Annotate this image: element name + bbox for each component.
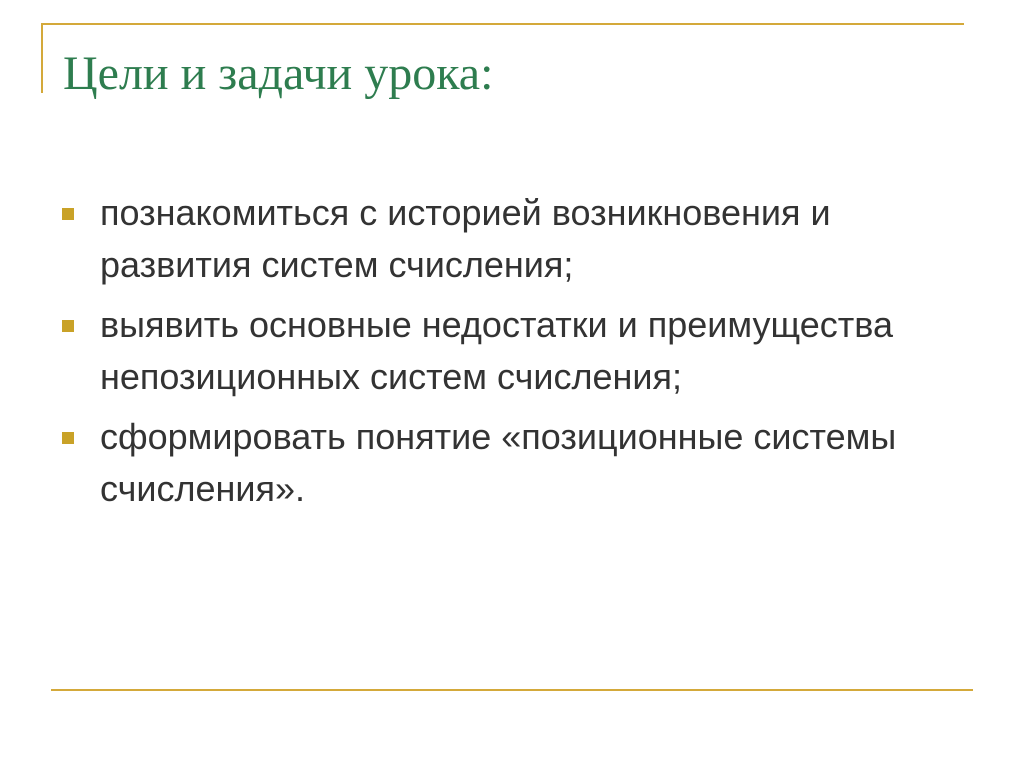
square-bullet-icon bbox=[62, 432, 74, 444]
top-divider-line bbox=[41, 23, 964, 25]
square-bullet-icon bbox=[62, 208, 74, 220]
bottom-divider-line bbox=[51, 689, 973, 691]
bullet-item bbox=[62, 299, 962, 403]
bullet-list bbox=[62, 187, 962, 523]
left-divider-line bbox=[41, 23, 43, 93]
bullet-text: познакомиться с историей возникновения и развития систем счисления; bbox=[100, 192, 831, 285]
bullet-item bbox=[62, 411, 962, 515]
bullet-text: выявить основные недостатки и преимущества непозиционных систем счисления; bbox=[100, 304, 893, 397]
bullet-item bbox=[62, 187, 962, 291]
slide-title: Цели и задачи урока: bbox=[63, 47, 494, 100]
bullet-text: сформировать понятие «позиционные системы счисления». bbox=[100, 416, 897, 509]
square-bullet-icon bbox=[62, 320, 74, 332]
